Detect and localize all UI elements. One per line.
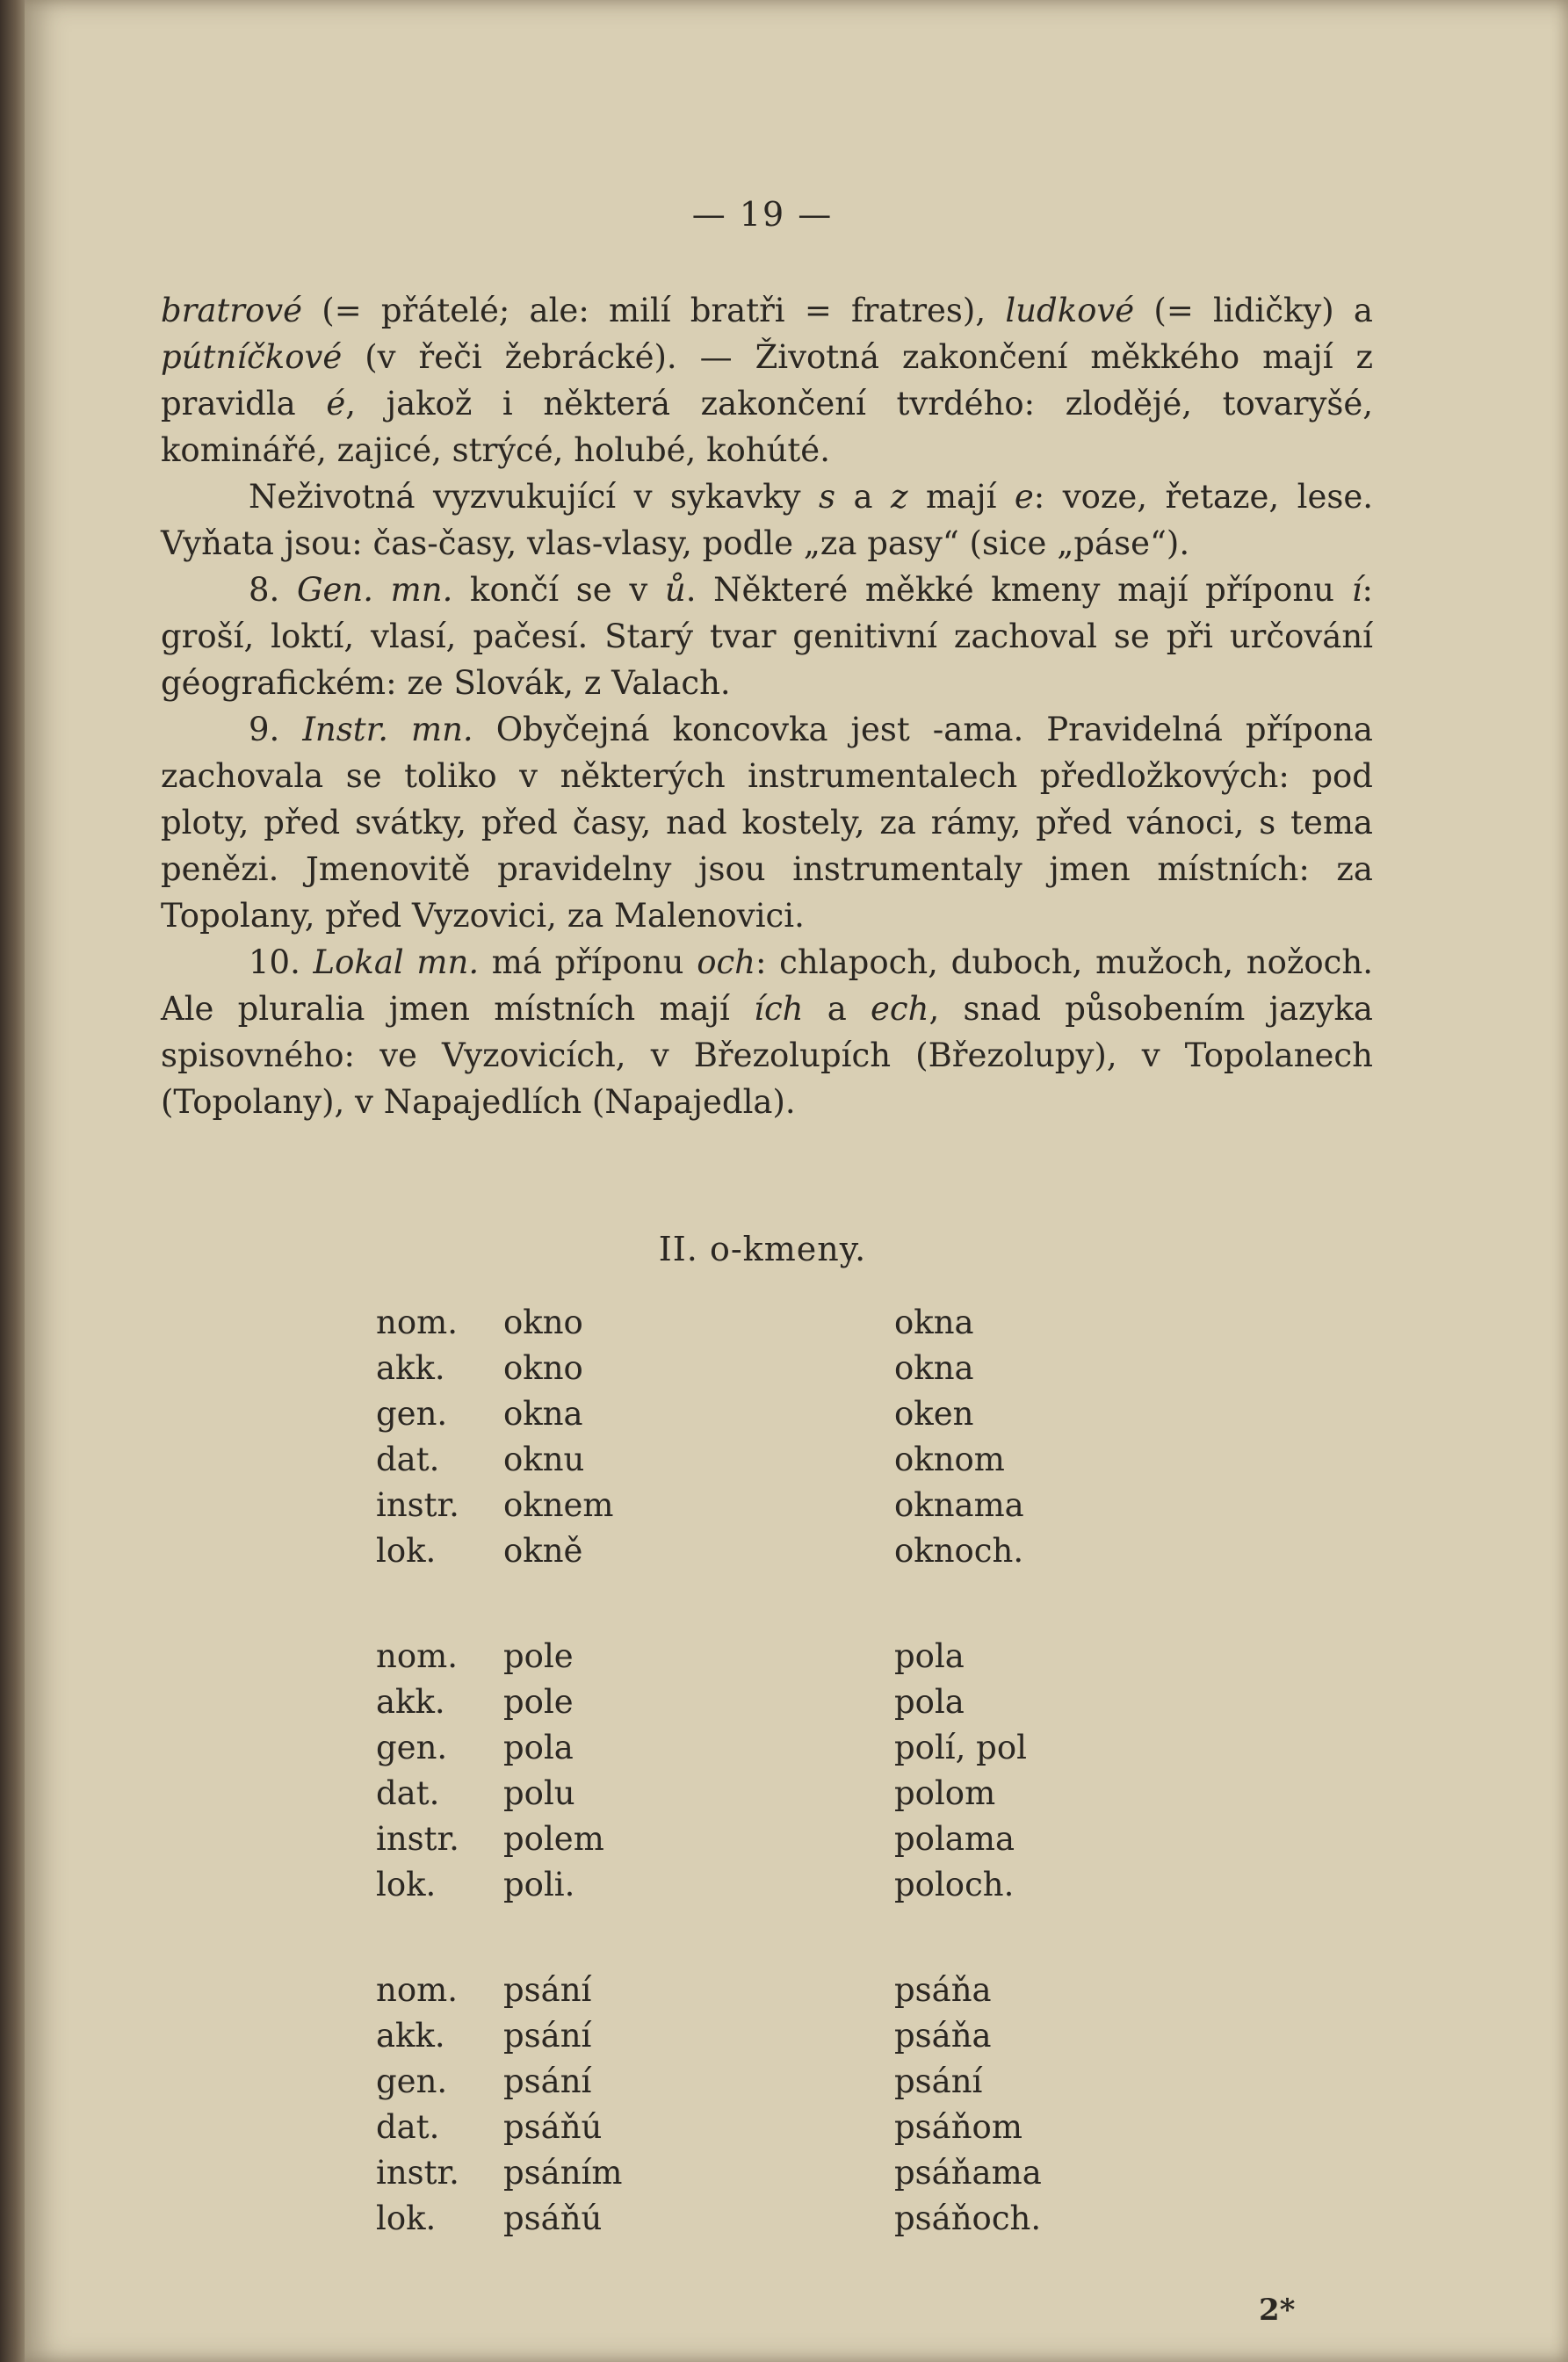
paradigm-row: gen. psání psání	[376, 2062, 983, 2100]
body-text	[161, 287, 1373, 1125]
page-number: — 19 —	[691, 195, 834, 234]
paradigm-row: dat. oknu oknom	[376, 1441, 1005, 1478]
paradigm-row: dat. polu polom	[376, 1774, 996, 1812]
paradigm-row: nom. okno okna	[376, 1304, 974, 1341]
paradigm-psani	[376, 1968, 1167, 2242]
paradigm-row: akk. pole pola	[376, 1683, 965, 1721]
paradigm-row: instr. oknem oknama	[376, 1486, 1024, 1524]
scanned-page	[25, 0, 1568, 2362]
paradigm-row: akk. psání psáňa	[376, 2017, 992, 2055]
word-ludkove: ludkové	[1005, 292, 1135, 329]
paragraph-locative: 10. Lokal mn. má příponu och: chlapoch, duboch, mužoch, nožoch. Ale pluralia jmen místních mají ích a ech, snad působením jazyka spisovného: ve Vyzovicích, v Březolupích (Březolupy), v Topolanech (Topolany), v Napajedlích (Napajedla).	[161, 943, 1373, 1121]
paradigm-row: gen. okna oken	[376, 1395, 974, 1433]
paradigm-row: dat. psáňú psáňom	[376, 2108, 1022, 2146]
word-bratrove: bratrové	[161, 292, 303, 329]
paragraph-plural-nom: bratrové (= přátelé; ale: milí bratři = fratres), ludkové (= lidičky) a pútníčkové (v řeči žebrácké). — Životná zakončení měkkého mají z pravidla é, jakož i některá zakončení tvrdého: zlodějé, tovaryšé, kominářé, zajicé, strýcé, holubé, kohúté.	[161, 292, 1373, 469]
paradigm-okno	[376, 1300, 1167, 1574]
section-heading: II. o-kmeny.	[658, 1230, 867, 1268]
suffix-e: é	[326, 385, 346, 423]
paradigm-row: lok. okně oknoch.	[376, 1532, 1024, 1570]
paradigm-row: akk. okno okna	[376, 1349, 974, 1387]
paragraph-genitive: 8. Gen. mn. končí se v ů. Některé měkké kmeny mají příponu í: groší, loktí, vlasí, pačesí. Starý tvar genitivní zachoval se při určování géografickém: ze Slovák, z Valach.	[161, 571, 1373, 702]
word-putnickove: pútníčkové	[161, 338, 343, 376]
paradigm-row: nom. pole pola	[376, 1637, 965, 1675]
paradigm-row: gen. pola polí, pol	[376, 1729, 1027, 1766]
paradigm-row: lok. poli. poloch.	[376, 1866, 1015, 1903]
paragraph-instrumental: 9. Instr. mn. Obyčejná koncovka jest -ama. Pravidelná přípona zachovala se toliko v některých instrumentalech předložkových: pod ploty, před svátky, před časy, nad kostely, za rámy, před vánoci, s tema penězi. Jmenovitě pravidelny jsou instrumentaly jmen místních: za Topolany, před Vyzovici, za Malenovici.	[161, 711, 1373, 935]
paradigm-row: instr. psáním psáňama	[376, 2154, 1042, 2192]
paragraph-inanimate: Neživotná vyzvukující v sykavky s a z mají e: voze, řetaze, lese. Vyňata jsou: čas-časy, vlas-vlasy, podle „za pasy“ (sice „páse“).	[161, 478, 1373, 562]
paradigm-row: instr. polem polama	[376, 1820, 1015, 1858]
paradigm-pole	[376, 1634, 1167, 1908]
signature-mark: 2*	[1259, 2293, 1296, 2328]
paradigm-row: nom. psání psáňa	[376, 1971, 992, 2009]
paradigm-row: lok. psáňú psáňoch.	[376, 2199, 1042, 2237]
